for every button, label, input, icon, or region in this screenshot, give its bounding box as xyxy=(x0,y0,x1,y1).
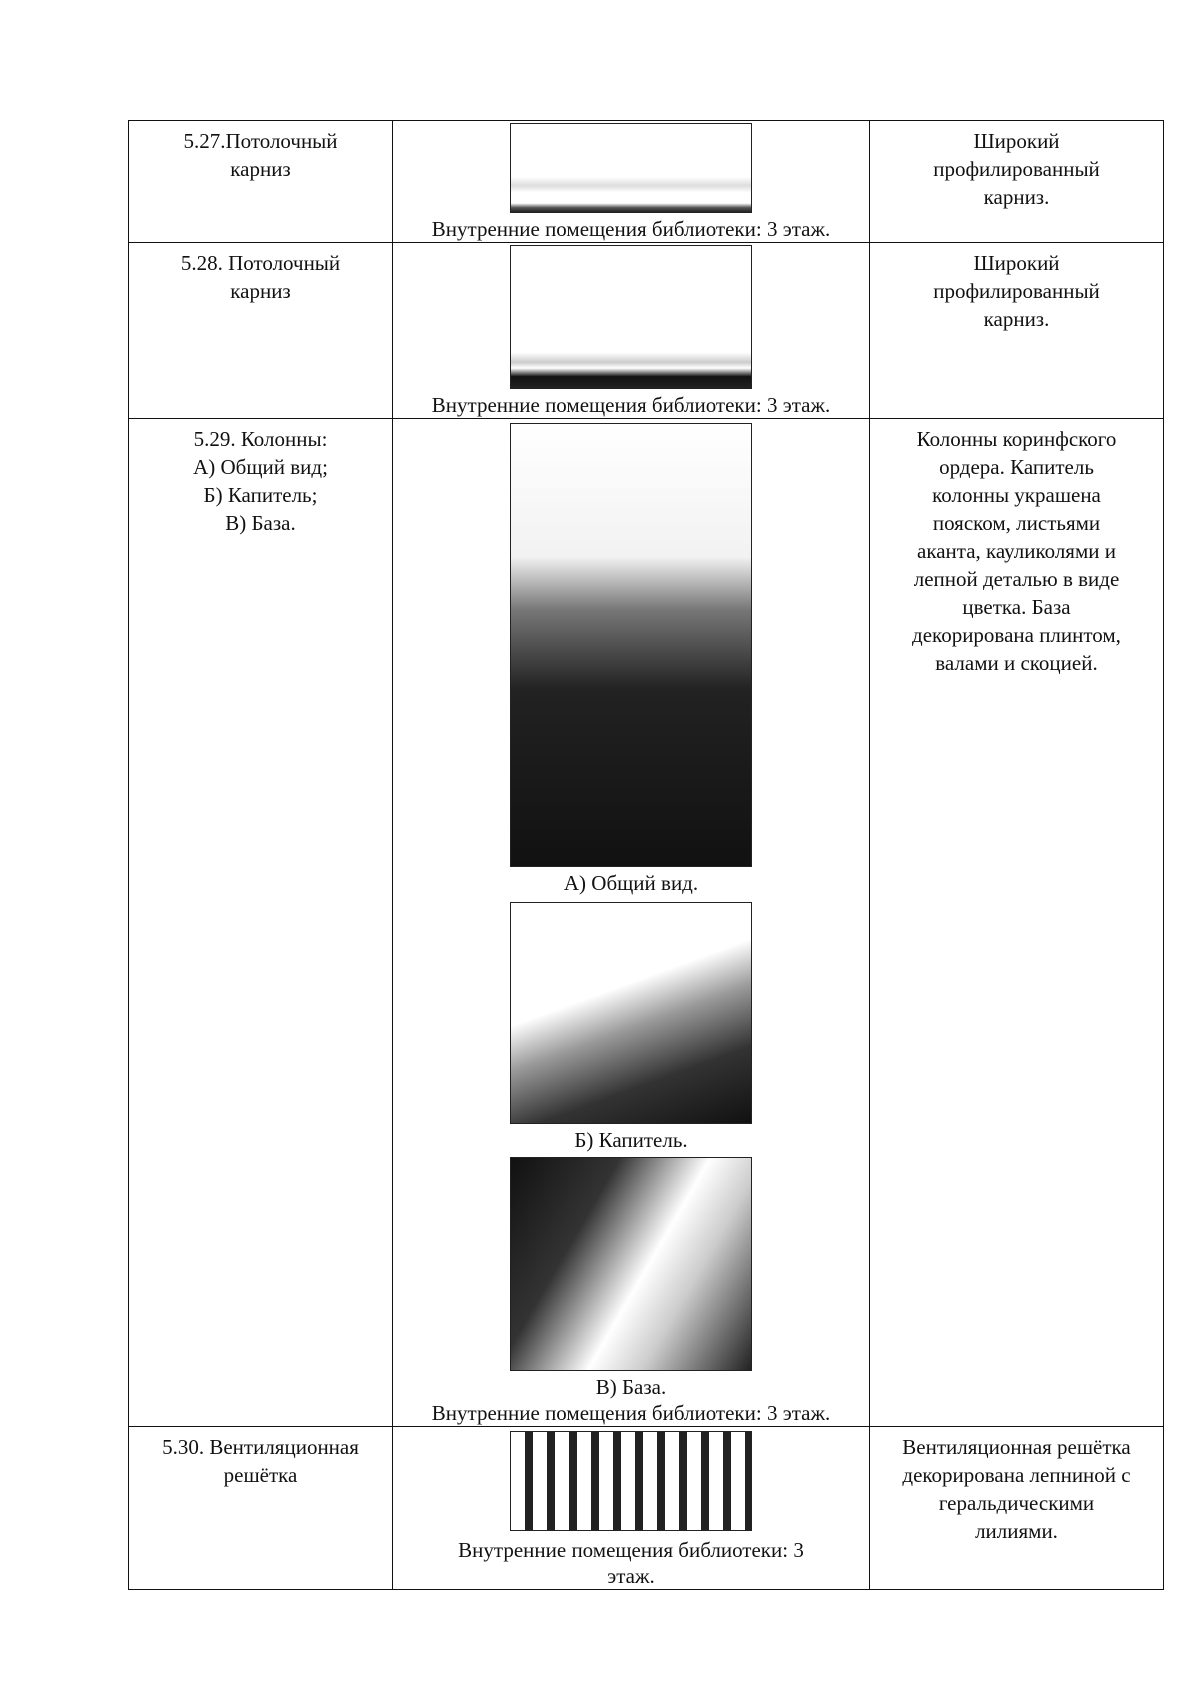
element-description: Широкий профилированный карниз. xyxy=(933,251,1100,331)
photo-cell xyxy=(393,419,870,1427)
cornice-photo xyxy=(510,245,752,389)
element-title-cell xyxy=(129,243,393,419)
column-general-view-photo xyxy=(510,423,752,867)
column-capital-photo xyxy=(510,902,752,1124)
photo-wrap xyxy=(393,419,869,1426)
photo-caption: В) База. xyxy=(595,1375,667,1399)
photo-location: Внутренние помещения библиотеки: 3 этаж. xyxy=(431,217,831,241)
element-description: Широкий профилированный карниз. xyxy=(933,129,1100,209)
photo-cell xyxy=(393,243,870,419)
description-cell xyxy=(870,419,1164,1427)
table-row xyxy=(129,1427,1164,1590)
photo-wrap xyxy=(393,243,869,418)
element-description: Вентиляционная решётка декорирована лепниной с геральдическими лилиями. xyxy=(902,1435,1131,1543)
photo-caption: А) Общий вид. xyxy=(563,871,699,895)
photo-location: Внутренние помещения библиотеки: 3 этаж. xyxy=(458,1538,804,1588)
architecture-elements-table xyxy=(128,120,1164,1590)
column-base-photo xyxy=(510,1157,752,1371)
element-description: Колонны коринфского ордера. Капитель колонны украшена пояском, листьями аканта, кауликолями и лепной деталью в виде цветка. База декорирована плинтом, валами и скоцией. xyxy=(912,427,1121,675)
description-cell xyxy=(870,243,1164,419)
element-title-cell xyxy=(129,1427,393,1590)
photo-location: Внутренние помещения библиотеки: 3 этаж. xyxy=(431,1401,831,1425)
photo-caption: Б) Капитель. xyxy=(574,1128,688,1152)
cornice-photo xyxy=(510,123,752,213)
element-title-cell xyxy=(129,121,393,243)
photo-wrap xyxy=(393,1427,869,1589)
table-row xyxy=(129,121,1164,243)
photo-wrap xyxy=(393,121,869,242)
ventilation-grille-photo xyxy=(510,1431,752,1531)
description-cell xyxy=(870,1427,1164,1590)
table-row xyxy=(129,243,1164,419)
element-title: 5.29. Колонны: А) Общий вид; Б) Капитель; В) База. xyxy=(193,427,328,535)
photo-location: Внутренние помещения библиотеки: 3 этаж. xyxy=(431,393,831,417)
element-title: 5.27.Потолочный карниз xyxy=(183,129,338,181)
table-row xyxy=(129,419,1164,1427)
photo-cell xyxy=(393,1427,870,1590)
element-title: 5.30. Вентиляционная решётка xyxy=(162,1435,359,1487)
element-title: 5.28. Потолочный карниз xyxy=(180,251,341,303)
photo-cell xyxy=(393,121,870,243)
element-title-cell xyxy=(129,419,393,1427)
description-cell xyxy=(870,121,1164,243)
